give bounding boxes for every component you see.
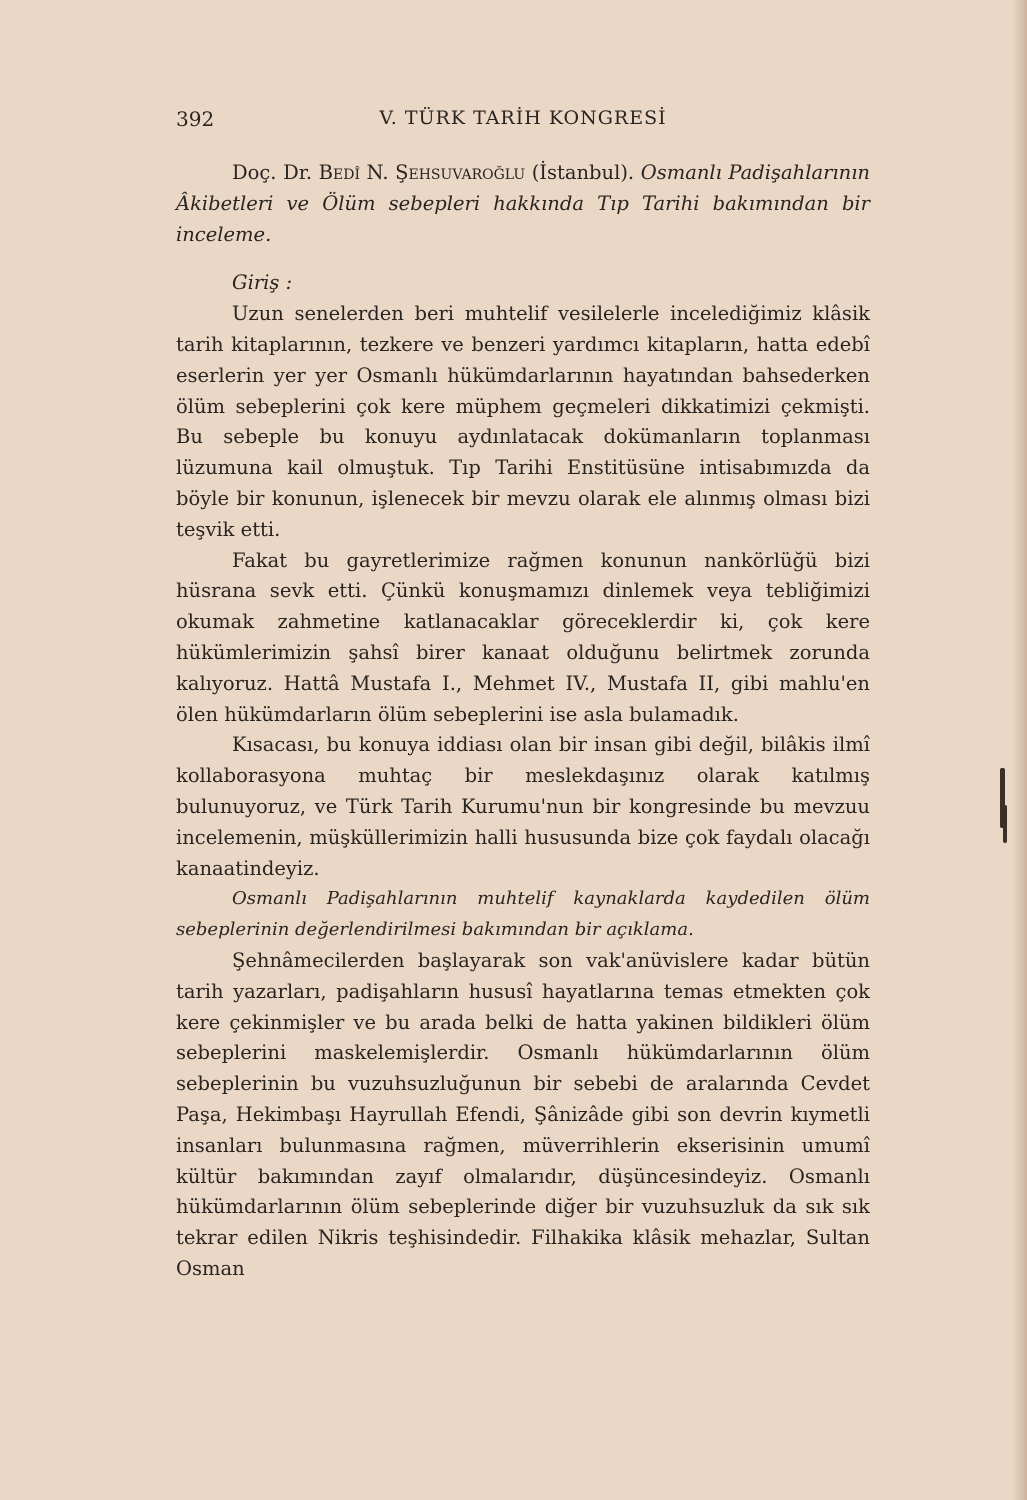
article-heading bbox=[176, 158, 870, 250]
page-header bbox=[176, 107, 870, 137]
paragraph: Uzun senelerden beri muhtelif vesilelerle incelediğimiz klâsik tarih kitaplarının, tezkere ve benzeri yardımcı kitapların, hatta edebî eserlerin yer yer Osmanlı hükümdarlarının hayatından bahsederken ölüm sebeplerini çok kere müphem geçmeleri dikkatimizi çekmişti. Bu sebeple bu konuyu aydınlatacak dokümanların toplanması lüzumuna kail olmuştuk. Tıp Tarihi Enstitüsüne intisabımızda da böyle bir konunun, işlenecek bir mevzu olarak ele alınmış olması bizi teşvik etti. bbox=[176, 302, 870, 541]
running-title: V. TÜRK TARİH KONGRESİ bbox=[379, 107, 667, 129]
margin-binding-mark bbox=[1003, 805, 1007, 843]
paragraph: Şehnâmecilerden başlayarak son vak'anüvislere kadar bütün tarih yazarları, padişahların hususî hayatlarına temas etmekten çok kere çekinmişler ve bu arada belki de hatta yakinen bildikleri ölüm sebeplerini maskelemişlerdir. Osmanlı hükümdarlarının ölüm sebeplerinin bu vuzuhsuzluğunun bir sebebi de aralarında Cevdet Paşa, Hekimbaşı Hayrullah Efendi, Şânizâde gibi son devrin kıymetli insanları bulunmasına rağmen, müverrihlerin ekserisinin umumî kültür bakımından zayıf olmalarıdır, düşüncesindeyiz. Osmanlı hükümdarlarının ölüm sebeplerinde diğer bir vuzuhsuzluk da sık sık tekrar edilen Nikris teşhisindedir. Filhakika klâsik mehazlar, Sultan Osman bbox=[176, 948, 870, 1280]
paragraph: Fakat bu gayretlerimize rağmen konunun nankörlüğü bizi hüsrana sevk etti. Çünkü konuşmamızı dinlemek veya tebliğimizi okumak zahmetine katlanacaklar göreceklerdir ki, çok kere hükümlerimizin şahsî birer kanaat olduğunu belirtmek zorunda kalıyoruz. Hattâ Mustafa I., Mehmet IV., Mustafa II, gibi mahlu'en ölen hükümdarların ölüm sebeplerini ise asla bulamadık. bbox=[176, 548, 870, 726]
article-title: Osmanlı Padişahlarının Âkibetleri ve Ölüm sebepleri hakkında Tıp Tarihi bakımından bir inceleme. bbox=[176, 161, 870, 246]
author-city: (İstanbul). bbox=[531, 161, 635, 184]
section-heading: Osmanlı Padişahlarının muhtelif kaynaklarda kaydedilen ölüm sebeplerinin değerlendirilmesi bakımından bir açıklama. bbox=[176, 888, 870, 941]
page-body bbox=[176, 158, 870, 1285]
page-number: 392 bbox=[176, 107, 215, 131]
paragraph: Kısacası, bu konuya iddiası olan bir insan gibi değil, bilâkis ilmî kollaborasyona muhtaç bir meslekdaşınız olarak katılmış bulunuyoruz, ve Türk Tarih Kurumu'nun bir kongresinde bu mevzuu incelemenin, müşküllerimizin halli hususunda bize çok faydalı olacağı kanaatindeyiz. bbox=[176, 733, 870, 880]
page-edge-shadow bbox=[1013, 0, 1027, 1500]
author-name: Bedî N. Şehsuvaroğlu bbox=[318, 161, 526, 184]
intro-heading: Giriş : bbox=[232, 271, 293, 295]
author-prefix: Doç. Dr. bbox=[232, 161, 313, 184]
